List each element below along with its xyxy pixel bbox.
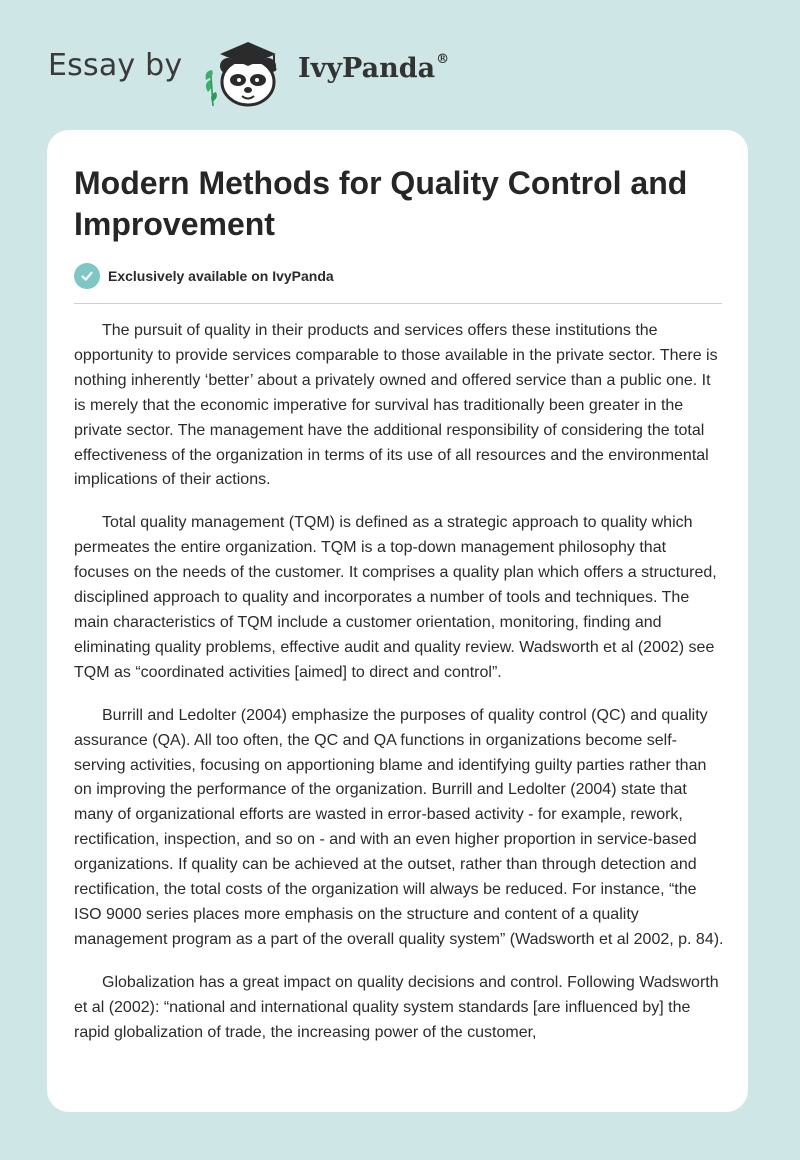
paragraph: Globalization has a great impact on quality decisions and control. Following Wadsworth et al (2002): “national and international quality system standards [are influenced by] the rapid globalization of trade, the increasing power of the customer, bbox=[74, 973, 719, 1041]
essay-body bbox=[74, 319, 724, 1063]
brand-prefix: Essay by bbox=[48, 48, 183, 83]
check-icon bbox=[74, 263, 100, 289]
site-header bbox=[0, 0, 800, 130]
paragraph: Total quality management (TQM) is defined as a strategic approach to quality which permeates the entire organization. TQM is a top-down management philosophy that focuses on the needs of the customer. It comprises a quality plan which offers a structured, disciplined approach to quality and incorporates a number of tools and techniques. The main characteristics of TQM include a customer orientation, monitoring, finding and eliminating quality problems, effective audit and quality review. Wadsworth et al (2002) see TQM as “coordinated activities [aimed] to direct and control”. bbox=[74, 514, 717, 681]
page-title: Modern Methods for Quality Control and Improvement bbox=[74, 165, 688, 242]
paragraph: Burrill and Ledolter (2004) emphasize the purposes of quality control (QC) and quality assurance (QA). All too often, the QC and QA functions in organizations become self-serving activities, focusing on apportioning blame and identifying guilty parties rather than on improving the performance of the organization. Burrill and Ledolter (2004) state that many of organizational efforts are wasted in error-based activity - for example, rework, rectification, inspection, and so on - and with an even higher proportion in service-based organizations. If quality can be achieved at the outset, rather than through detection and rectification, the total costs of the organization will always be reduced. For instance, “the ISO 9000 series places more emphasis on the structure and content of a quality management program as a part of the overall quality system” (Wadsworth et al 2002, p. 84). bbox=[74, 706, 724, 948]
paragraph: The pursuit of quality in their products and services offers these institutions the opportunity to provide services comparable to those available in the private sector. There is nothing inherently ‘better’ about a privately owned and offered service than a public one. It is merely that the economic imperative for survival has traditionally been greater in the private sector. The management have the additional responsibility of considering the total effectiveness of the organization in terms of its use of all resources and the environmental implications of their actions. bbox=[74, 322, 718, 489]
exclusive-label: Exclusively available on IvyPanda bbox=[108, 268, 334, 284]
registered-mark: ® bbox=[436, 52, 450, 67]
exclusive-badge bbox=[74, 263, 334, 289]
divider bbox=[74, 303, 722, 304]
essay-card bbox=[47, 130, 748, 1112]
panda-graduate-icon[interactable] bbox=[202, 36, 294, 108]
brand-name[interactable]: IvyPanda® bbox=[298, 52, 450, 84]
